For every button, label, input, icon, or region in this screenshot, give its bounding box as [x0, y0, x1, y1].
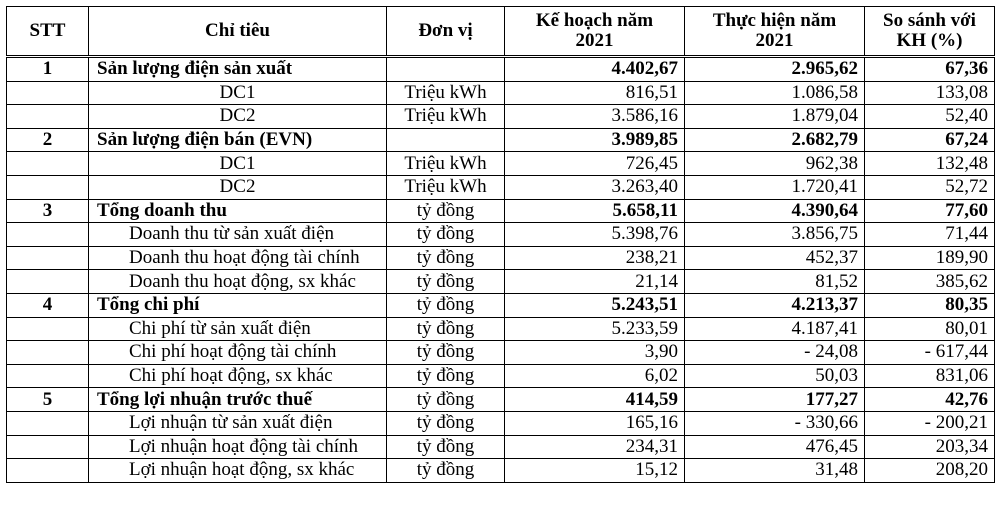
cell-chi-tieu: DC2 [89, 175, 387, 199]
cell-chi-tieu: Doanh thu hoạt động tài chính [89, 246, 387, 270]
cell-ke-hoach: 4.402,67 [505, 57, 685, 82]
cell-don-vi: Triệu kWh [387, 105, 505, 129]
cell-thuc-hien: 50,03 [685, 364, 865, 388]
cell-don-vi: tỷ đồng [387, 223, 505, 247]
header-so-sanh-line2: KH (%) [896, 30, 963, 51]
cell-don-vi: tỷ đồng [387, 435, 505, 459]
header-ke-hoach-line2: 2021 [575, 30, 614, 51]
cell-thuc-hien: 2.965,62 [685, 57, 865, 82]
header-thuc-hien-line2: 2021 [755, 30, 794, 51]
cell-ke-hoach: 816,51 [505, 81, 685, 105]
cell-chi-tieu: DC2 [89, 105, 387, 129]
table-row-sub [7, 341, 995, 365]
cell-so-sanh: 80,35 [865, 293, 995, 317]
cell-ke-hoach: 238,21 [505, 246, 685, 270]
cell-thuc-hien: 31,48 [685, 459, 865, 483]
cell-ke-hoach: 5.233,59 [505, 317, 685, 341]
cell-thuc-hien: 1.720,41 [685, 175, 865, 199]
cell-ke-hoach: 21,14 [505, 270, 685, 294]
table-row-main [7, 388, 995, 412]
cell-stt [7, 459, 89, 483]
cell-so-sanh: 52,40 [865, 105, 995, 129]
cell-don-vi: tỷ đồng [387, 246, 505, 270]
cell-don-vi: tỷ đồng [387, 411, 505, 435]
cell-chi-tieu: Chi phí hoạt động, sx khác [89, 364, 387, 388]
table-row-sub [7, 270, 995, 294]
cell-chi-tieu: Tổng chi phí [89, 293, 387, 317]
cell-so-sanh: 80,01 [865, 317, 995, 341]
cell-thuc-hien: 1.879,04 [685, 105, 865, 129]
cell-thuc-hien: 476,45 [685, 435, 865, 459]
cell-so-sanh: 52,72 [865, 175, 995, 199]
table-row-sub [7, 435, 995, 459]
header-thuc-hien [685, 7, 865, 57]
cell-stt [7, 246, 89, 270]
business-results-table [6, 6, 995, 483]
cell-ke-hoach: 5.398,76 [505, 223, 685, 247]
cell-so-sanh: 203,34 [865, 435, 995, 459]
cell-don-vi [387, 128, 505, 152]
cell-thuc-hien: 4.187,41 [685, 317, 865, 341]
table-header-row [7, 7, 995, 57]
table-row-sub [7, 105, 995, 129]
cell-so-sanh: 42,76 [865, 388, 995, 412]
cell-don-vi: Triệu kWh [387, 152, 505, 176]
table-row-sub [7, 81, 995, 105]
cell-stt: 4 [7, 293, 89, 317]
cell-so-sanh: 385,62 [865, 270, 995, 294]
cell-thuc-hien: 2.682,79 [685, 128, 865, 152]
cell-stt: 3 [7, 199, 89, 223]
cell-don-vi: tỷ đồng [387, 459, 505, 483]
cell-stt [7, 152, 89, 176]
cell-don-vi: tỷ đồng [387, 293, 505, 317]
cell-stt [7, 81, 89, 105]
header-ke-hoach [505, 7, 685, 57]
cell-don-vi: tỷ đồng [387, 199, 505, 223]
cell-chi-tieu: Chi phí hoạt động tài chính [89, 341, 387, 365]
cell-thuc-hien: 3.856,75 [685, 223, 865, 247]
cell-chi-tieu: Sản lượng điện bán (EVN) [89, 128, 387, 152]
header-chi-tieu: Chỉ tiêu [89, 7, 387, 57]
cell-chi-tieu: Lợi nhuận từ sản xuất điện [89, 411, 387, 435]
table-row-sub [7, 246, 995, 270]
cell-don-vi: tỷ đồng [387, 270, 505, 294]
cell-stt [7, 270, 89, 294]
cell-ke-hoach: 234,31 [505, 435, 685, 459]
table-row-main [7, 57, 995, 82]
cell-chi-tieu: Tổng lợi nhuận trước thuế [89, 388, 387, 412]
cell-don-vi: tỷ đồng [387, 317, 505, 341]
cell-don-vi: Triệu kWh [387, 175, 505, 199]
cell-so-sanh: - 200,21 [865, 411, 995, 435]
cell-ke-hoach: 165,16 [505, 411, 685, 435]
cell-stt [7, 317, 89, 341]
cell-stt: 2 [7, 128, 89, 152]
header-don-vi: Đơn vị [387, 7, 505, 57]
header-ke-hoach-line1: Kế hoạch năm [535, 10, 654, 31]
cell-so-sanh: 71,44 [865, 223, 995, 247]
table-row-sub [7, 152, 995, 176]
cell-ke-hoach: 5.243,51 [505, 293, 685, 317]
header-so-sanh [865, 7, 995, 57]
table-row-sub [7, 223, 995, 247]
table-row-main [7, 199, 995, 223]
cell-so-sanh: 67,36 [865, 57, 995, 82]
cell-don-vi [387, 57, 505, 82]
cell-thuc-hien: 4.213,37 [685, 293, 865, 317]
cell-so-sanh: 831,06 [865, 364, 995, 388]
cell-thuc-hien: 177,27 [685, 388, 865, 412]
cell-chi-tieu: Lợi nhuận hoạt động, sx khác [89, 459, 387, 483]
cell-so-sanh: 208,20 [865, 459, 995, 483]
cell-so-sanh: 67,24 [865, 128, 995, 152]
cell-so-sanh: 132,48 [865, 152, 995, 176]
table-body [7, 57, 995, 483]
cell-chi-tieu: Sản lượng điện sản xuất [89, 57, 387, 82]
cell-stt [7, 341, 89, 365]
cell-stt [7, 364, 89, 388]
cell-chi-tieu: Tổng doanh thu [89, 199, 387, 223]
header-stt: STT [7, 7, 89, 57]
cell-ke-hoach: 3.263,40 [505, 175, 685, 199]
cell-thuc-hien: 962,38 [685, 152, 865, 176]
cell-so-sanh: 189,90 [865, 246, 995, 270]
cell-ke-hoach: 5.658,11 [505, 199, 685, 223]
cell-stt [7, 175, 89, 199]
cell-ke-hoach: 6,02 [505, 364, 685, 388]
cell-don-vi: tỷ đồng [387, 388, 505, 412]
cell-don-vi: Triệu kWh [387, 81, 505, 105]
cell-don-vi: tỷ đồng [387, 364, 505, 388]
cell-thuc-hien: 452,37 [685, 246, 865, 270]
cell-thuc-hien: - 330,66 [685, 411, 865, 435]
cell-chi-tieu: Doanh thu hoạt động, sx khác [89, 270, 387, 294]
cell-thuc-hien: 81,52 [685, 270, 865, 294]
cell-stt [7, 411, 89, 435]
cell-stt: 5 [7, 388, 89, 412]
cell-chi-tieu: DC1 [89, 81, 387, 105]
cell-stt [7, 223, 89, 247]
cell-thuc-hien: 1.086,58 [685, 81, 865, 105]
header-so-sanh-line1: So sánh với [883, 10, 976, 31]
cell-ke-hoach: 726,45 [505, 152, 685, 176]
cell-chi-tieu: Doanh thu từ sản xuất điện [89, 223, 387, 247]
report-table-container [6, 6, 995, 483]
cell-ke-hoach: 15,12 [505, 459, 685, 483]
header-thuc-hien-line1: Thực hiện năm [712, 10, 837, 31]
cell-stt: 1 [7, 57, 89, 82]
cell-stt [7, 435, 89, 459]
table-row-sub [7, 459, 995, 483]
cell-chi-tieu: DC1 [89, 152, 387, 176]
table-row-main [7, 128, 995, 152]
cell-thuc-hien: 4.390,64 [685, 199, 865, 223]
cell-thuc-hien: - 24,08 [685, 341, 865, 365]
cell-so-sanh: 133,08 [865, 81, 995, 105]
cell-so-sanh: 77,60 [865, 199, 995, 223]
cell-chi-tieu: Chi phí từ sản xuất điện [89, 317, 387, 341]
cell-don-vi: tỷ đồng [387, 341, 505, 365]
table-row-sub [7, 175, 995, 199]
cell-stt [7, 105, 89, 129]
table-row-sub [7, 317, 995, 341]
cell-ke-hoach: 3.586,16 [505, 105, 685, 129]
cell-ke-hoach: 3,90 [505, 341, 685, 365]
cell-so-sanh: - 617,44 [865, 341, 995, 365]
table-row-sub [7, 364, 995, 388]
cell-chi-tieu: Lợi nhuận hoạt động tài chính [89, 435, 387, 459]
table-row-sub [7, 411, 995, 435]
table-row-main [7, 293, 995, 317]
cell-ke-hoach: 414,59 [505, 388, 685, 412]
cell-ke-hoach: 3.989,85 [505, 128, 685, 152]
